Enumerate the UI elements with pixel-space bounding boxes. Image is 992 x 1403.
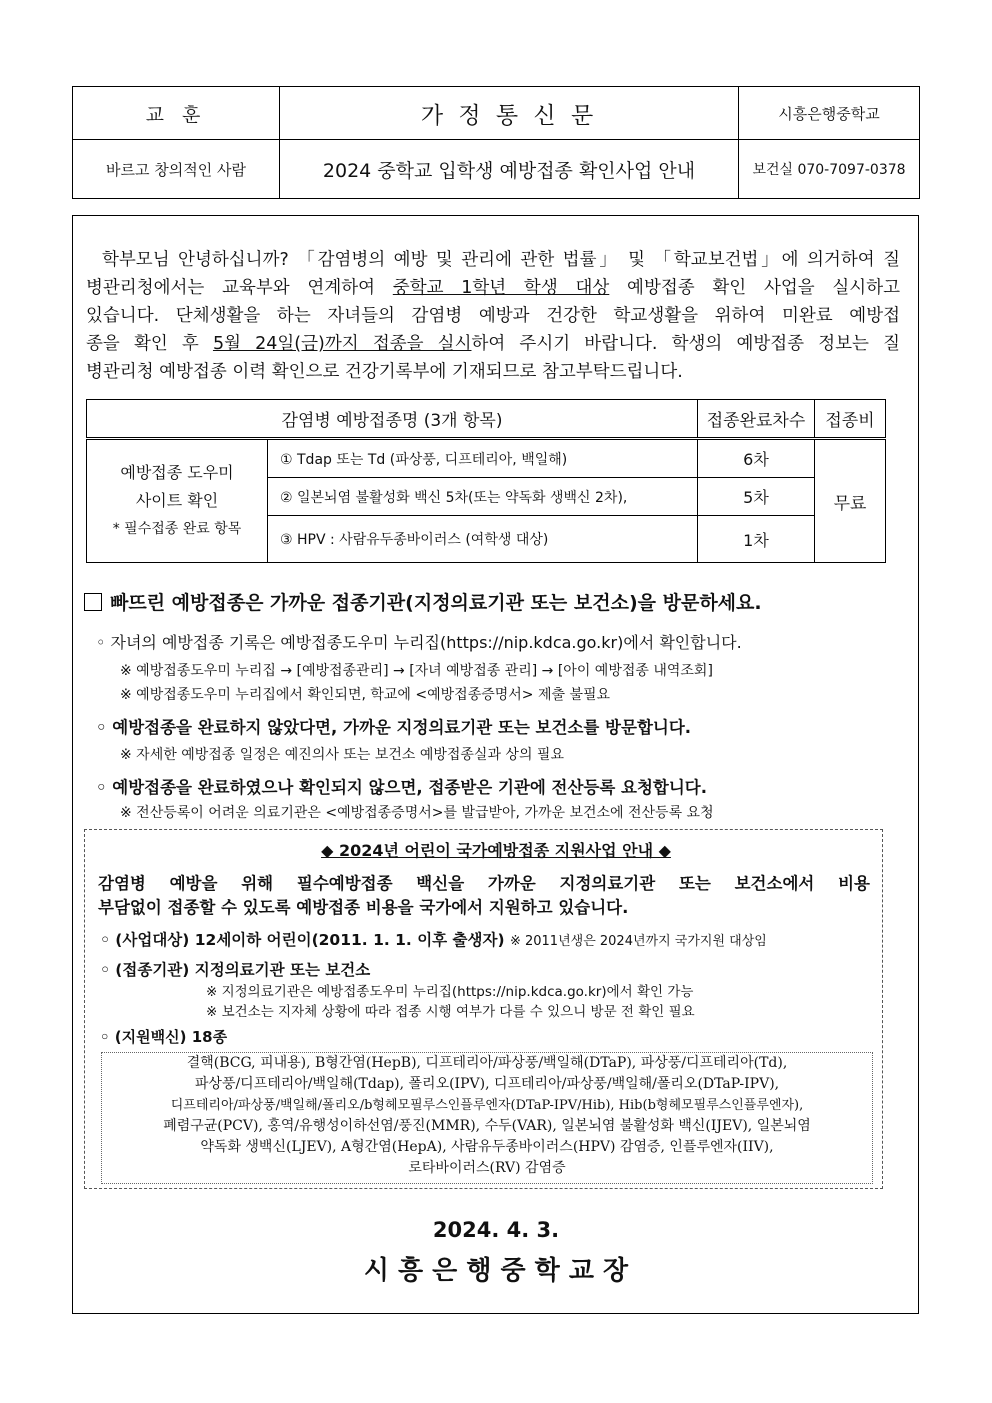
- school-name: 시흥은행중학교: [739, 87, 920, 140]
- notice-bullet: ◦ 자녀의 예방접종 기록은 예방접종도우미 누리집(https://nip.kdca.go.kr)에서 확인합니다.: [96, 633, 742, 652]
- notice-bullet: ◦ 예방접종을 완료하지 않았다면, 가까운 지정의료기관 또는 보건소를 방문합니다.: [96, 718, 692, 737]
- notice-title: 빠뜨린 예방접종은 가까운 접종기관(지정의료기관 또는 보건소)을 방문하세요.: [84, 588, 762, 615]
- vaccine-list-line: 로타바이러스(RV) 감염증: [408, 1160, 566, 1176]
- issue-date: 2024. 4. 3.: [432, 1218, 560, 1242]
- notice-note: ※ 예방접종도우미 누리집에서 확인되면, 학교에 <예방접종증명서> 제출 불필요: [120, 687, 611, 703]
- vaccine-name: ① Tdap 또는 Td (파상풍, 디프테리아, 백일해): [268, 439, 698, 478]
- vaccine-list-line: 디프테리아/파상풍/백일해/폴리오/b형헤모필루스인플루엔자(DTaP-IPV/Hib), Hib(b형헤모필루스인플루엔자),: [170, 1098, 804, 1113]
- vaccines-label: ◦ (지원백신) 18종: [100, 1028, 228, 1046]
- notice-note: ※ 예방접종도우미 누리집 → [예방접종관리] → [자녀 예방접종 관리] → [아이 예방접종 내역조회]: [120, 663, 713, 679]
- support-desc: 부담없이 접종할 수 있도록 예방접종 비용을 국가에서 지원하고 있습니다.: [98, 898, 629, 917]
- header-table: [72, 86, 920, 199]
- intro-paragraph: [86, 246, 900, 386]
- site-check-cell: 예방접종 도우미 사이트 확인 * 필수접종 완료 항목: [87, 439, 268, 563]
- vaccine-list: [101, 1052, 873, 1184]
- support-place: ◦ (접종기관) 지정의료기관 또는 보건소: [100, 961, 371, 979]
- notice-bullet: ◦ 예방접종을 완료하였으나 확인되지 않으면, 접종받은 기관에 전산등록 요청합니다.: [96, 778, 707, 797]
- required-note: * 필수접종 완료 항목: [112, 521, 242, 537]
- principal-signature: 시 흥 은 행 중 학 교 장: [363, 1256, 629, 1286]
- target-note: ※ 2011년생은 2024년까지 국가지원 대상임: [509, 934, 767, 949]
- document-subject: 2024 중학교 입학생 예방접종 확인사업 안내: [280, 140, 739, 199]
- vaccine-list-line: 폐렴구균(PCV), 홍역/유행성이하선염/풍진(MMR), 수두(VAR), 일본뇌염 불활성화 백신(IJEV), 일본뇌염: [163, 1118, 811, 1134]
- document-title: 가 정 통 신 문: [280, 87, 739, 140]
- vaccine-list-line: 약독화 생백신(LJEV), A형간염(HepA), 사람유두종바이러스(HPV) 감염증, 인플루엔자(IIV),: [200, 1139, 774, 1155]
- vaccine-name: ③ HPV : 사람유두종바이러스 (여학생 대상): [268, 516, 698, 563]
- place-note: ※ 보건소는 지자체 상황에 따라 접종 시행 여부가 다를 수 있으니 방문 전 확인 필요: [206, 1004, 695, 1020]
- deadline-highlight: 5월 24일(금)까지 접종을 실시: [212, 334, 472, 354]
- intro-line: 병관리청에서는 교육부와 연계하여 중학교 1학년 학생 대상 예방접종 확인 사업을 실시하고: [86, 278, 901, 298]
- school-motto: 바르고 창의적인 사람: [73, 140, 280, 199]
- notice-note: ※ 자세한 예방접종 일정은 예진의사 또는 보건소 예방접종실과 상의 필요: [120, 747, 564, 763]
- vaccine-table: [86, 399, 886, 563]
- table-header: 접종완료차수: [698, 400, 815, 439]
- vaccine-dose: 1차: [698, 516, 815, 563]
- support-title: ◆ 2024년 어린이 국가예방접종 지원사업 안내 ◆: [321, 841, 671, 860]
- support-desc: 감염병 예방을 위해 필수예방접종 백신을 가까운 지정의료기관 또는 보건소에서 비용: [98, 874, 870, 893]
- intro-line: 학부모님 안녕하십니까? 「감염병의 예방 및 관리에 관한 법률」 및 「학교보건법」에 의거하여 질: [102, 250, 900, 270]
- vaccine-list-line: 결핵(BCG, 피내용), B형간염(HepB), 디프테리아/파상풍/백일해(DTaP), 파상풍/디프테리아(Td),: [186, 1055, 788, 1071]
- vaccine-name: ② 일본뇌염 불활성화 백신 5차(또는 약독화 생백신 2차),: [268, 478, 698, 516]
- table-header: 감염병 예방접종명 (3개 항목): [87, 400, 698, 439]
- vaccine-dose: 6차: [698, 439, 815, 478]
- intro-line: 있습니다. 단체생활을 하는 자녀들의 감염병 예방과 건강한 학교생활을 위하여 미완료 예방접: [86, 306, 900, 326]
- contact-info: 보건실 070-7097-0378: [739, 140, 920, 199]
- intro-line: 종을 확인 후 5월 24일(금)까지 접종을 실시하여 주시기 바랍니다. 학생의 예방접종 정보는 질: [86, 334, 900, 354]
- motto-label: 교 훈: [73, 87, 280, 140]
- target-highlight: 중학교 1학년 학생 대상: [392, 278, 610, 298]
- vaccine-fee: 무료: [815, 439, 886, 563]
- notice-note: ※ 전산등록이 어려운 의료기관은 <예방접종증명서>를 발급받아, 가까운 보건소에 전산등록 요청: [120, 805, 714, 821]
- checkbox-square-icon: [84, 593, 102, 611]
- intro-line: 병관리청 예방접종 이력 확인으로 건강기록부에 기재되므로 참고부탁드립니다.: [86, 362, 683, 382]
- vaccine-dose: 5차: [698, 478, 815, 516]
- support-target: ◦ (사업대상) 12세이하 어린이(2011. 1. 1. 이후 출생자) ※ 2011년생은 2024년까지 국가지원 대상임: [100, 931, 767, 949]
- table-header: 접종비: [815, 400, 886, 439]
- vaccine-list-line: 파상풍/디프테리아/백일해(Tdap), 폴리오(IPV), 디프테리아/파상풍/백일해/폴리오(DTaP-IPV),: [194, 1076, 780, 1092]
- place-note: ※ 지정의료기관은 예방접종도우미 누리집(https://nip.kdca.go.kr)에서 확인 가능: [206, 984, 694, 1000]
